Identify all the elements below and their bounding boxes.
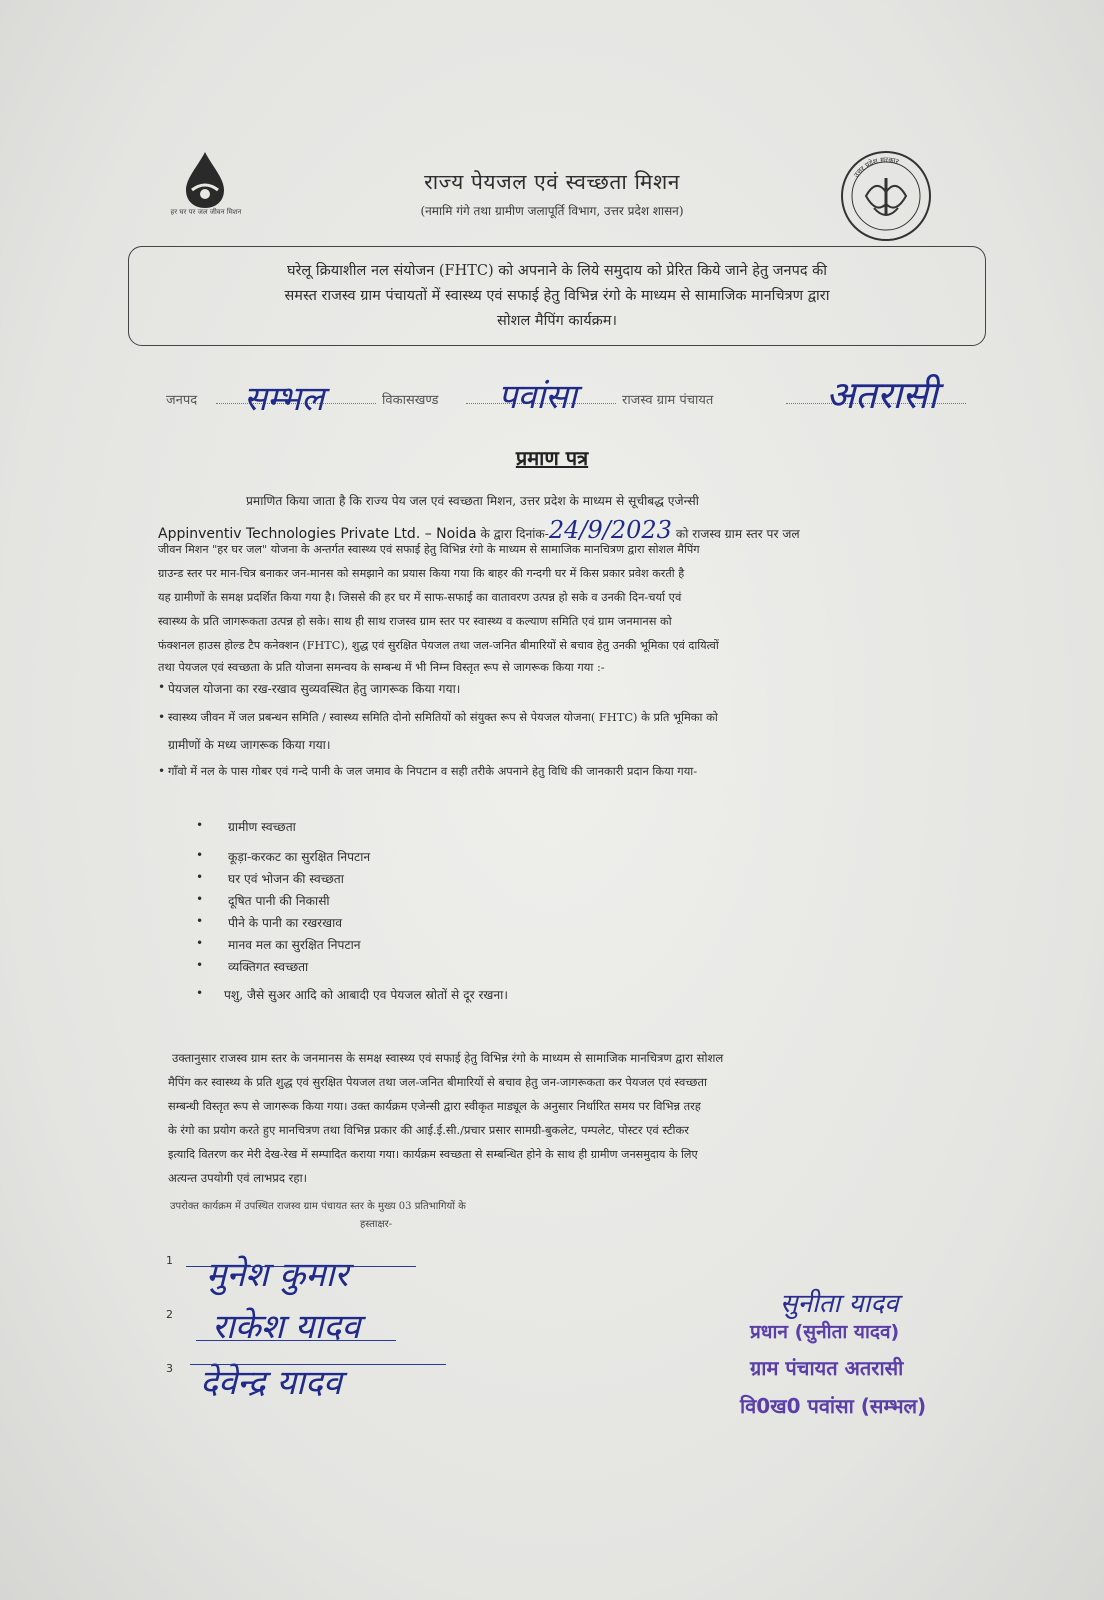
body-line-6: स्वास्थ्य के प्रति जागरूकता उत्पन्न हो सके। साथ ही साथ राजस्व ग्राम स्तर पर स्वास्थ्य व कल्याण समिति एवं ग्राम जनमानस को [158,614,672,628]
list-item-text: ग्रामीण स्वच्छता [228,820,296,834]
district-value: सम्भल [244,379,325,419]
bullet-text: पेयजल योजना का रख-रखाव सुव्यवस्थित हेतु जागरूक किया गया। [168,682,461,696]
block-value: पवांसा [498,377,577,417]
banner-line-2: समस्त राजस्व ग्राम पंचायतों में स्वास्थ्य एवं सफाई हेतु विभिन्न रंगो के माध्यम से सामाजिक मानचित्रण द्वारा [284,288,830,304]
signature-number-2: 2 [166,1308,173,1321]
bullet-dot-icon: • [196,958,204,972]
gram-panchayat-label: राजस्व ग्राम पंचायत [622,393,714,408]
summary-line-3: सम्बन्धी विस्तृत रूप से जागरूक किया गया। उक्त कार्यक्रम एजेन्सी द्वारा स्वीकृत माड्यूल के अनुसार निर्धारित समय पर विभिन्न तरह [168,1099,701,1113]
signature-line [190,1364,446,1365]
body-line-8: तथा पेयजल एवं स्वच्छता के प्रति योजना समन्वय के सम्बन्ध में भी निम्न विस्तृत रूप से जागरूक किया गया :- [158,660,605,674]
location-fields [166,372,1006,422]
bullet-dot-icon: • [196,986,204,1000]
summary-line-6: अत्यन्त उपयोगी एवं लाभप्रद रहा। [168,1171,307,1185]
logo-caption: हर घर पर जल जीवन मिशन [170,208,242,216]
body-line-3: जीवन मिशन "हर घर जल" योजना के अन्तर्गत स्वास्थ्य एवं सफाई हेतु विभिन्न रंगो के माध्यम से सामाजिक मानचित्रण द्वारा सोशल मैपिंग [158,543,700,556]
list-item-text: दूषित पानी की निकासी [228,894,330,908]
bullet-dot-icon: • [158,680,166,694]
participant-signature-1: मुनेश कुमार [206,1255,349,1295]
list-item-text: घर एवं भोजन की स्वच्छता [228,872,344,886]
body-line-1: प्रमाणित किया जाता है कि राज्य पेय जल एवं स्वच्छता मिशन, उत्तर प्रदेश के माध्यम से सूचीबद्ध एजेन्सी [246,494,699,508]
seal-text: उत्तर प्रदेश सरकार [852,155,900,179]
stamp-line-1: प्रधान (सुनीता यादव) [750,1321,900,1343]
participants-note: उपरोक्त कार्यक्रम में उपस्थित राजस्व ग्राम पंचायत स्तर के मुख्य 03 प्रतिभागियों के [170,1201,466,1212]
certificate-title: प्रमाण पत्र [515,446,589,470]
signature-number-1: 1 [166,1254,173,1267]
bullet-text-cont: ग्रामीणों के मध्य जागरूक किया गया। [168,738,331,752]
body-line-4: ग्राउन्ड स्तर पर मान-चित्र बनाकर जन-मानस को समझाने का प्रयास किया गया कि बाहर की गन्दगी घर में किस प्रकार प्रवेश करती है [158,567,685,580]
signatures-heading: हस्ताक्षर- [360,1219,393,1230]
up-government-seal [838,148,934,244]
body-line-7: फंक्शनल हाउस होल्ड टैप कनेक्शन (FHTC), शुद्ध एवं सुरक्षित पेयजल तथा जल-जनित बीमारियों से बचाव हेतु उनकी भूमिका एवं दायित्वों [158,639,719,652]
bullet-dot-icon: • [196,914,204,928]
emblem-icon [838,148,934,244]
list-item-text: मानव मल का सुरक्षित निपटान [228,938,361,952]
summary-line-5: इत्यादि वितरण कर मेरी देख-रेख में सम्पादित कराया गया। कार्यक्रम स्वच्छता से सम्बन्धित होने के साथ ही ग्रामीण जनसमुदाय के लिए [168,1148,698,1161]
bullet-text: स्वास्थ्य जीवन में जल प्रबन्धन समिति / स्वास्थ्य समिति दोनो समितियों को संयुक्त रूप से पेयजल योजना( FHTC) के प्रति भूमिका को [168,710,718,724]
district-label: जनपद [166,393,198,408]
bullet-dot-icon: • [196,870,204,884]
department-subtitle: (नमामि गंगे तथा ग्रामीण जलापूर्ति विभाग, उत्तर प्रदेश शासन) [420,204,684,218]
bullet-dot-icon: • [158,764,166,778]
body-line-2-mid: के द्वारा दिनांक- [480,527,549,541]
body-line-2 [158,516,998,544]
body-line-2-end: को राजस्व ग्राम स्तर पर जल [675,527,800,541]
signature-line [186,1266,416,1267]
bullet-dot-icon: • [196,848,204,862]
stamp-line-2: ग्राम पंचायत अतरासी [750,1356,904,1380]
list-item-text: कूड़ा-करकट का सुरक्षित निपटान [228,850,371,864]
body-line-5: यह ग्रामीणों के समक्ष प्रदर्शित किया गया है। जिससे की हर घर में साफ-सफाई का वातावरण उत्पन्न हो सके व उनकी दिन-चर्या एवं [158,590,682,604]
list-item-text: पीने के पानी का रखरखाव [228,916,343,930]
mission-title: राज्य पेयजल एवं स्वच्छता मिशन [424,170,680,194]
block-label: विकासखण्ड [382,393,439,408]
summary-line-2: मैपिंग कर स्वास्थ्य के प्रति शुद्ध एवं सुरक्षित पेयजल तथा जल-जनित बीमारियों से बचाव हेतु जन-जागरूकता कर पेयजल एवं स्वच्छता [168,1075,707,1089]
gram-panchayat-value: अतरासी [826,373,938,417]
stamp-line-3: वि0ख0 पवांसा (सम्भल) [740,1394,927,1418]
bullet-dot-icon: • [196,936,204,950]
participant-signature-2: राकेश यादव [212,1307,361,1347]
svg-text:उत्तर प्रदेश सरकार [852,156,899,179]
agency-name: Appinventiv Technologies Private Ltd. – Noida [158,526,477,542]
banner-line-1: घरेलू क्रियाशील नल संयोजन (FHTC) को अपनाने के लिये समुदाय को प्रेरित किये जाने हेतु जनपद की [286,263,828,279]
bullet-dot-icon: • [196,892,204,906]
summary-line-4: के रंगो का प्रयोग करते हुए मानचित्रण तथा विभिन्न प्रकार की आई.ई.सी./प्रचार प्रसार सामग्री-बुकलेट, पम्पलेट, पोस्टर एवं स्टीकर [168,1123,689,1137]
participant-signature-3: देवेन्द्र यादव [200,1363,342,1403]
bullet-text: गाँवो में नल के पास गोबर एवं गन्दे पानी के जल जमाव के निपटान व सही तरीके अपनाने हेतु विधि की जानकारी प्रदान किया गया- [168,764,698,778]
program-banner [128,246,986,346]
signature-line [196,1340,396,1341]
event-date: 24/9/2023 [548,516,672,544]
list-item-text: पशु, जैसे सुअर आदि को आबादी एव पेयजल स्रोतों से दूर रखना। [224,988,508,1002]
pradhan-signature: सुनीता यादव [780,1289,899,1319]
summary-line-1: उक्तानुसार राजस्व ग्राम स्तर के जनमानस के समक्ष स्वास्थ्य एवं सफाई हेतु विभिन्न रंगो के माध्यम से सामाजिक मानचित्रण द्वारा सोशल [172,1051,724,1065]
list-item-text: व्यक्तिगत स्वच्छता [228,960,309,974]
signature-number-3: 3 [166,1362,173,1375]
banner-line-3: सोशल मैपिंग कार्यक्रम। [497,313,617,329]
bullet-dot-icon: • [196,818,204,832]
bullet-dot-icon: • [158,710,166,724]
